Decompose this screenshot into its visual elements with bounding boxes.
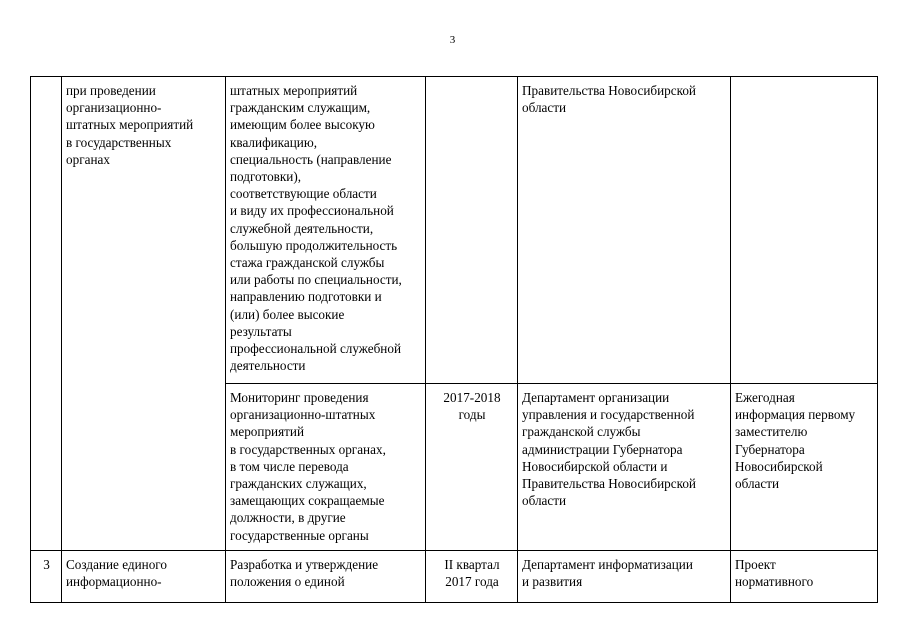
row-number-cell <box>31 77 62 551</box>
executor-cell: Департамент информатизации и развития <box>518 551 731 603</box>
table-row <box>31 551 878 603</box>
action-cell: штатных мероприятий гражданским служащим, имеющим более высокую квалификацию, специальность (направление подготовки), соответствующие области и виду их профессиональной служебной деятельности, большую продолжительность стажа гражданской службы или работы по специальности, направлению подготовки и (или) более высокие результаты профессиональной служебной деятельности <box>226 77 426 384</box>
task-cell: при проведении организационно- штатных мероприятий в государственных органах <box>62 77 226 551</box>
action-cell: Мониторинг проведения организационно-штатных мероприятий в государственных органах, в том числе перевода гражданских служащих, замещающих сокращаемые должности, в другие государственные органы <box>226 384 426 551</box>
result-cell <box>731 77 878 384</box>
period-cell: 2017-2018 годы <box>426 384 518 551</box>
result-cell: Проект нормативного <box>731 551 878 603</box>
result-cell: Ежегодная информация первому заместителю Губернатора Новосибирской области <box>731 384 878 551</box>
executor-cell: Департамент организации управления и государственной гражданской службы администрации Губернатора Новосибирской области и Правительства Новосибирской области <box>518 384 731 551</box>
action-cell: Разработка и утверждение положения о единой <box>226 551 426 603</box>
period-cell: II квартал 2017 года <box>426 551 518 603</box>
table-row <box>31 77 878 384</box>
period-cell <box>426 77 518 384</box>
task-cell: Создание единого информационно- <box>62 551 226 603</box>
plan-table <box>30 76 878 603</box>
row-number-cell: 3 <box>31 551 62 603</box>
page-number: 3 <box>449 34 456 46</box>
executor-cell: Правительства Новосибирской области <box>518 77 731 384</box>
